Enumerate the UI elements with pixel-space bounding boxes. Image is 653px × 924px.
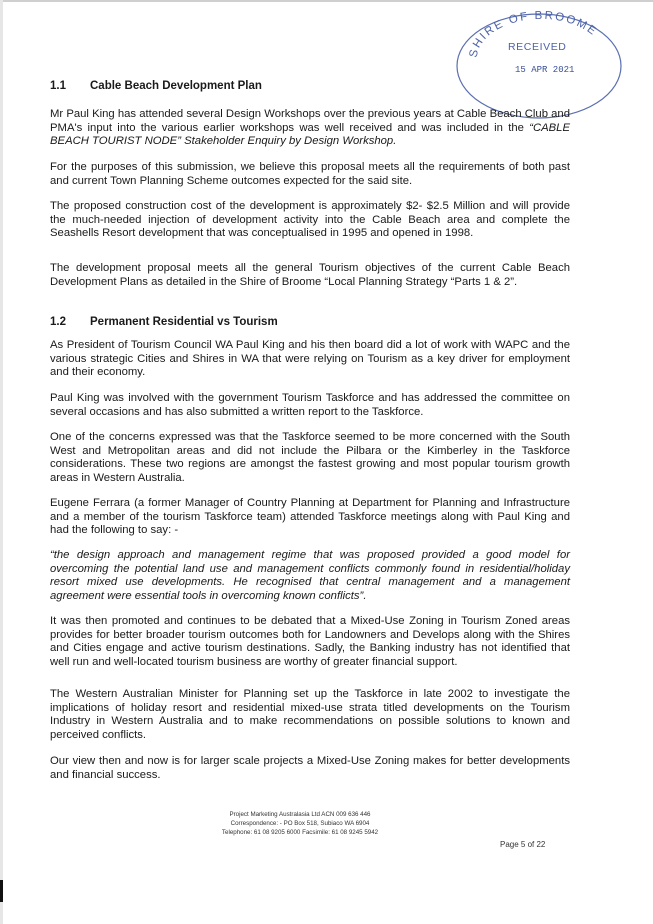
section-number: 1.2 — [50, 316, 66, 328]
paragraph: As President of Tourism Council WA Paul King and his then board did a lot of work with WAPC and the various strategic Cities and Shires in WA that were relying on Tourism as a key driver for employment and their economy. — [50, 339, 570, 379]
stamp-received-text: RECEIVED — [508, 41, 567, 53]
paragraph-text: Mr Paul King has attended several Design Workshops over the previous years at Cable Beach Club and PMA's input into the various earlier workshops was well received and was included in the — [50, 108, 570, 134]
section-1-2-heading — [50, 316, 278, 328]
received-stamp — [455, 10, 625, 122]
paragraph — [50, 108, 570, 149]
paragraph: The proposed construction cost of the development is approximately $2- $2.5 Million and will provide the much-needed injection of development activity into the Cable Beach area and complete the Seashells Resort development that was conceptualised in 1995 and opened in 1998. — [50, 200, 570, 240]
paragraph: It was then promoted and continues to be debated that a Mixed-Use Zoning in Tourism Zoned areas provides for better broader tourism outcomes both for Landowners and Develops along with the Shires and Cities engage and active tourism destinations. Sadly, the Banking industry has not identified that well run and well-located tourism business are worthy of greater financial support. — [50, 615, 570, 668]
footer-company: Project Marketing Australasia Ltd ACN 009 636 446 — [229, 811, 371, 818]
page-top-edge — [0, 0, 653, 2]
scan-edge-mark — [0, 880, 3, 902]
paragraph: Paul King was involved with the government Tourism Taskforce and has addressed the committee on several occasions and has also submitted a written report to the Taskforce. — [50, 392, 570, 418]
workshop-reference: “CABLE BEACH TOURIST NODE” Stakeholder Enquiry by Design Workshop. — [50, 121, 570, 148]
stamp-org-text: SHIRE OF BROOME — [467, 10, 600, 59]
paragraph: The development proposal meets all the general Tourism objectives of the current Cable Beach Development Plans as detailed in the Shire of Broome “Local Planning Strategy “Parts 1 & 2”. — [50, 262, 570, 288]
section-number: 1.1 — [50, 80, 66, 92]
quoted-statement: “the design approach and management regime that was proposed provided a good model for overcoming the potential land use and management conflicts commonly found in residential/holiday resort mixed use developments. He recognised that central management and a management agreement were essential tools in overcoming known conflicts”. — [50, 549, 570, 602]
footer-phone: Telephone: 61 08 9205 6000 Facsimile: 61 08 9245 5942 — [221, 829, 379, 836]
section-1-1-heading — [50, 80, 262, 92]
paragraph: One of the concerns expressed was that the Taskforce seemed to be more concerned with the South West and Metropolitan areas and did not include the Pilbara or the Kimberley in the Taskforce considerations. These two regions are amongst the fastest growing and most popular tourism growth areas in Western Australia. — [50, 431, 570, 484]
section-title: Permanent Residential vs Tourism — [90, 316, 278, 328]
section-title: Cable Beach Development Plan — [90, 80, 262, 92]
paragraph: For the purposes of this submission, we believe this proposal meets all the requirements of both past and current Town Planning Scheme outcomes expected for the said site. — [50, 161, 570, 187]
stamp-date: 15 APR 2021 — [515, 65, 575, 75]
page-left-edge — [0, 0, 3, 924]
paragraph: Our view then and now is for larger scale projects a Mixed-Use Zoning makes for better developments and financial success. — [50, 755, 570, 781]
footer-address: Correspondence: - PO Box 518, Subiaco WA 6904 — [230, 820, 370, 827]
page-number: Page 5 of 22 — [500, 840, 546, 849]
paragraph: The Western Australian Minister for Planning set up the Taskforce in late 2002 to investigate the implications of holiday resort and residential mixed-use strata titled developments on the Tourism Industry in Western Australia and to make recommendations on possible solutions to known and perceived conflicts. — [50, 688, 570, 741]
paragraph: Eugene Ferrara (a former Manager of Country Planning at Department for Planning and Infrastructure and a member of the tourism Taskforce team) attended Taskforce meetings along with Paul King and had the following to say: - — [50, 497, 570, 537]
